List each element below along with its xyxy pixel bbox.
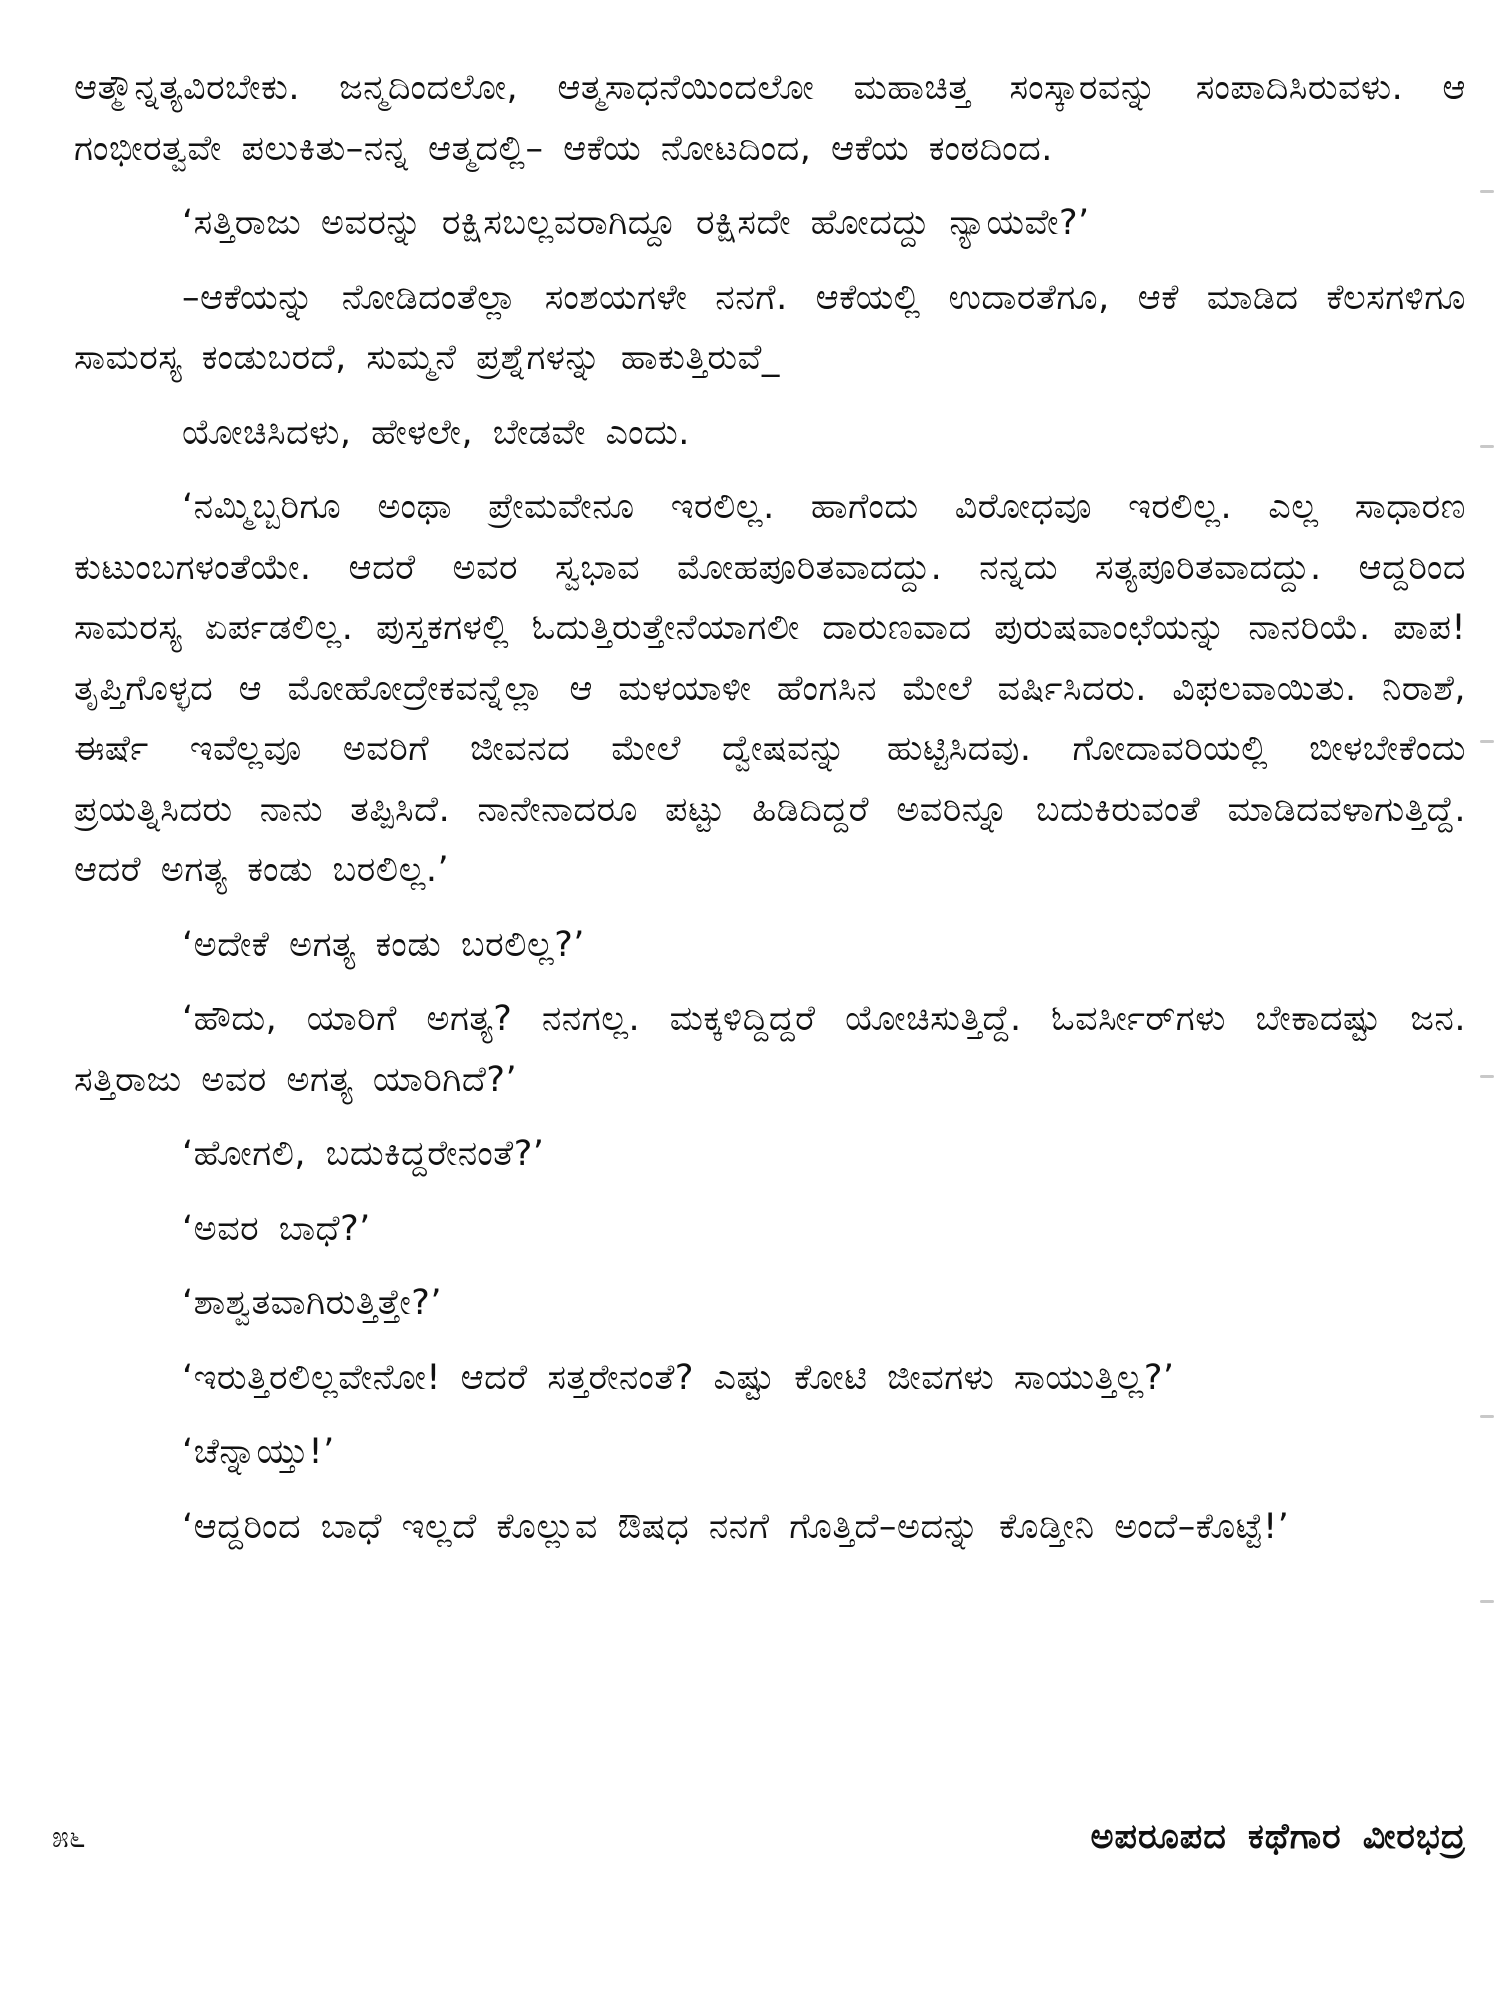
body-text — [74, 58, 1466, 1571]
margin-mark — [1480, 1075, 1494, 1078]
paragraph-12: ‘ಚೆನ್ನಾಯ್ತು!’ — [182, 1432, 335, 1472]
book-title: ಅಪರೂಪದ ಕಥೆಗಾರ ವೀರಭದ್ರ — [1090, 1817, 1466, 1857]
margin-mark — [1480, 190, 1494, 193]
margin-mark — [1480, 740, 1494, 743]
paragraph-11: ‘ಇರುತ್ತಿರಲಿಲ್ಲವೇನೋ! ಆದರೆ ಸತ್ತರೇನಂತೆ? ಎಷ್ಟು ಕೋಟಿ ಜೀವಗಳು ಸಾಯುತ್ತಿಲ್ಲ?’ — [182, 1357, 1175, 1398]
paragraph-9: ‘ಅವರ ಬಾಧೆ?’ — [182, 1208, 371, 1249]
margin-mark — [1480, 1415, 1494, 1418]
paragraph-10: ‘ಶಾಶ್ವತವಾಗಿರುತ್ತಿತ್ತೇ?’ — [182, 1283, 443, 1323]
paragraph-7: ‘ಹೌದು, ಯಾರಿಗೆ ಅಗತ್ಯ? ನನಗಲ್ಲ. ಮಕ್ಕಳಿದ್ದಿದ್ದರೆ ಯೋಚಿಸುತ್ತಿದ್ದೆ. ಓವರ್ಸೀರ್‌ಗಳು ಬೇಕಾದಷ್ಟು ಜನ. ಸತ್ತಿರಾಜು ಅವರ ಅಗತ್ಯ ಯಾರಿಗಿದೆ?’ — [74, 999, 1466, 1100]
page-number: ೫೬ — [52, 1819, 86, 1855]
paragraph-2: ‘ಸತ್ತಿರಾಜು ಅವರನ್ನು ರಕ್ಷಿಸಬಲ್ಲವರಾಗಿದ್ದೂ ರಕ್ಷಿಸದೇ ಹೋದದ್ದು ನ್ಯಾಯವೇ?’ — [182, 203, 1090, 243]
paragraph-3: –ಆಕೆಯನ್ನು ನೋಡಿದಂತೆಲ್ಲಾ ಸಂಶಯಗಳೇ ನನಗೆ. ಆಕೆಯಲ್ಲಿ ಉದಾರತೆಗೂ, ಆಕೆ ಮಾಡಿದ ಕೆಲಸಗಳಿಗೂ ಸಾಮರಸ್ಯ ಕಂಡುಬರದೆ, ಸುಮ್ಮನೆ ಪ್ರಶ್ನೆಗಳನ್ನು ಹಾಕುತ್ತಿರುವೆ_ — [74, 277, 1466, 378]
paragraph-1: ಆತ್ಮೌನ್ನತ್ಯವಿರಬೇಕು. ಜನ್ಮದಿಂದಲೋ, ಆತ್ಮಸಾಧನೆಯಿಂದಲೋ ಮಹಾಚಿತ್ತ ಸಂಸ್ಕಾರವನ್ನು ಸಂಪಾದಿಸಿರುವಳು. ಆ ಗಂಭೀರತ್ವವೇ ಪಲುಕಿತು–ನನ್ನ ಆತ್ಮದಲ್ಲಿ– ಆಕೆಯ ನೋಟದಿಂದ, ಆಕೆಯ ಕಂಠದಿಂದ. — [74, 68, 1466, 169]
margin-mark — [1480, 1600, 1494, 1603]
margin-bleed-marks — [1470, 0, 1500, 2000]
margin-mark — [1480, 445, 1494, 448]
paragraph-4: ಯೋಚಿಸಿದಳು, ಹೇಳಲೇ, ಬೇಡವೇ ಎಂದು. — [182, 412, 690, 453]
paragraph-6: ‘ಅದೇಕೆ ಅಗತ್ಯ ಕಂಡು ಬರಲಿಲ್ಲ?’ — [182, 924, 585, 965]
paragraph-13: ‘ಆದ್ದರಿಂದ ಬಾಧೆ ಇಲ್ಲದೆ ಕೊಲ್ಲುವ ಔಷಧ ನನಗೆ ಗೊತ್ತಿದೆ–ಅದನ್ನು ಕೊಡ್ತೀನಿ ಅಂದೆ–ಕೊಟ್ಟೆ!’ — [182, 1506, 1290, 1547]
paragraph-8: ‘ಹೋಗಲಿ, ಬದುಕಿದ್ದರೇನಂತೆ?’ — [182, 1134, 545, 1174]
paragraph-5: ‘ನಮ್ಮಿಬ್ಬರಿಗೂ ಅಂಥಾ ಪ್ರೇಮವೇನೂ ಇರಲಿಲ್ಲ. ಹಾಗೆಂದು ವಿರೋಧವೂ ಇರಲಿಲ್ಲ. ಎಲ್ಲ ಸಾಧಾರಣ ಕುಟುಂಬಗಳಂತೆಯೇ. ಆದರೆ ಅವರ ಸ್ವಭಾವ ಮೋಹಪೂರಿತವಾದದ್ದು. ನನ್ನದು ಸತ್ಯಪೂರಿತವಾದದ್ದು. ಆದ್ದರಿಂದ ಸಾಮರಸ್ಯ ಏರ್ಪಡಲಿಲ್ಲ. ಪುಸ್ತಕಗಳಲ್ಲಿ ಓದುತ್ತಿರುತ್ತೇನೆಯಾಗಲೀ ದಾರುಣವಾದ ಪುರುಷವಾಂಛೆಯನ್ನು ನಾನರಿಯೆ. ಪಾಪ! ತೃಪ್ತಿಗೊಳ್ಳದ ಆ ಮೋಹೋದ್ರೇಕವನ್ನೆಲ್ಲಾ ಆ ಮಳಯಾಳೀ ಹೆಂಗಸಿನ ಮೇಲೆ ವರ್ಷಿಸಿದರು. ವಿಫಲವಾಯಿತು. ನಿರಾಶೆ, ಈರ್ಷೆ ಇವೆಲ್ಲವೂ ಅವರಿಗೆ ಜೀವನದ ಮೇಲೆ ದ್ವೇಷವನ್ನು ಹುಟ್ಟಿಸಿದವು. ಗೋದಾವರಿಯಲ್ಲಿ ಬೀಳಬೇಕೆಂದು ಪ್ರಯತ್ನಿಸಿದರು ನಾನು ತಪ್ಪಿಸಿದೆ. ನಾನೇನಾದರೂ ಪಟ್ಟು ಹಿಡಿದಿದ್ದರೆ ಅವರಿನ್ನೂ ಬದುಕಿರುವಂತೆ ಮಾಡಿದವಳಾಗುತ್ತಿದ್ದೆ. ಆದರೆ ಅಗತ್ಯ ಕಂಡು ಬರಲಿಲ್ಲ.’ — [74, 487, 1466, 890]
page-footer — [52, 1812, 1466, 1862]
